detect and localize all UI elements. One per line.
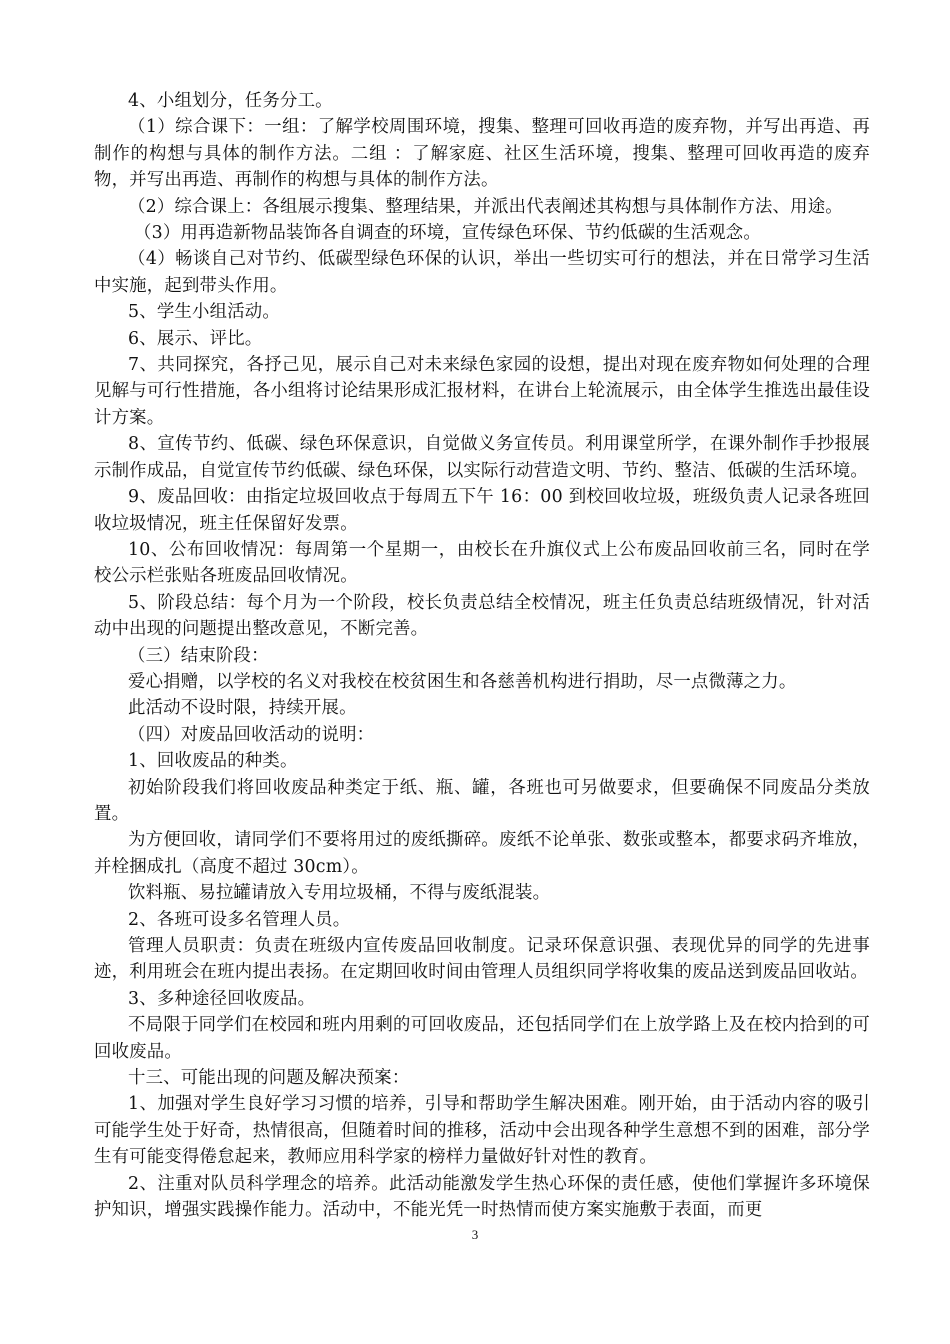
section-heading: （四）对废品回收活动的说明： bbox=[128, 724, 375, 745]
paragraph: 4、小组划分，任务分工。 bbox=[128, 91, 333, 111]
section-heading: （三）结束阶段： bbox=[128, 645, 269, 666]
page-number: 3 bbox=[471, 1227, 479, 1242]
document-body bbox=[94, 88, 870, 1223]
paragraph: 1、加强对学生良好学习习惯的培养，引导和帮助学生解决困难。刚开始，由于活动内容的吸引可能学生处于好奇，热情很高，但随着时间的推移，活动中会出现各种学生意想不到的困难，部分学生有可能变得倦怠起来，教师应用科学家的榜样力量做好针对性的教育。 bbox=[94, 1094, 870, 1168]
paragraph: 9、废品回收：由指定垃圾回收点于每周五下午 16：00 到校回收垃圾，班级负责人记录各班回收垃圾情况，班主任保留好发票。 bbox=[94, 487, 870, 534]
paragraph: 8、宣传节约、低碳、绿色环保意识，自觉做义务宣传员。利用课堂所学，在课外制作手抄报展示制作成品，自觉宣传节约低碳、绿色环保，以实际行动营造文明、节约、整洁、低碳的生活环境。 bbox=[94, 434, 870, 481]
paragraph: 不局限于同学们在校园和班内用剩的可回收废品，还包括同学们在上放学路上及在校内拾到的可回收废品。 bbox=[94, 1015, 870, 1062]
paragraph: 10、公布回收情况：每周第一个星期一，由校长在升旗仪式上公布废品回收前三名，同时在学校公示栏张贴各班废品回收情况。 bbox=[94, 539, 870, 587]
paragraph: 2、各班可设多名管理人员。 bbox=[128, 909, 351, 930]
paragraph: 7、共同探究，各抒己见，展示自己对未来绿色家园的设想，提出对现在废弃物如何处理的合理见解与可行性措施，各小组将讨论结果形成汇报材料，在讲台上轮流展示，由全体学生推选出最佳设计方案。 bbox=[94, 355, 870, 428]
paragraph: 爱心捐赠，以学校的名义对我校在校贫困生和各慈善机构进行捐助，尽一点微薄之力。 bbox=[128, 671, 797, 692]
paragraph: 2、注重对队员科学理念的培养。此活动能激发学生热心环保的责任感，使他们掌握许多环境保护知识，增强实践操作能力。活动中，不能光凭一时热情而使方案实施敷于表面，而更 bbox=[94, 1173, 870, 1221]
paragraph: （2）综合课上：各组展示搜集、整理结果，并派出代表阐述其构想与具体制作方法、用途。 bbox=[128, 196, 843, 217]
paragraph: 6、展示、评比。 bbox=[128, 328, 263, 349]
paragraph: 为方便回收，请同学们不要将用过的废纸撕碎。废纸不论单张、数张或整本，都要求码齐堆放，并栓捆成扎（高度不超过 30cm）。 bbox=[94, 830, 870, 877]
paragraph: 3、多种途径回收废品。 bbox=[128, 988, 316, 1009]
paragraph: 管理人员职责：负责在班级内宣传废品回收制度。记录环保意识强、表现优异的同学的先进事迹，利用班会在班内提出表扬。在定期回收时间由管理人员组织同学将收集的废品送到废品回收站。 bbox=[94, 936, 870, 983]
paragraph: 此活动不设时限，持续开展。 bbox=[128, 698, 357, 719]
paragraph: （1）综合课下：一组：了解学校周围环境，搜集、整理可回收再造的废弃物，并写出再造、再制作的构想与具体的制作方法。二组 ：了解家庭、社区生活环境，搜集、整理可回收再造的废弃物，并写出再造、再制作的构想与具体的制作方法。 bbox=[94, 117, 870, 191]
section-heading: 十三、可能出现的问题及解决预案： bbox=[128, 1068, 410, 1089]
paragraph: （4）畅谈自己对节约、低碳型绿色环保的认识，举出一些切实可行的想法，并在日常学习生活中实施，起到带头作用。 bbox=[94, 249, 870, 296]
paragraph: （3）用再造新物品装饰各自调查的环境，宣传绿色环保、节约低碳的生活观念。 bbox=[134, 223, 761, 244]
paragraph: 饮料瓶、易拉罐请放入专用垃圾桶，不得与废纸混装。 bbox=[128, 883, 551, 904]
paragraph: 5、阶段总结：每个月为一个阶段，校长负责总结全校情况，班主任负责总结班级情况，针对活动中出现的问题提出整改意见，不断完善。 bbox=[94, 592, 870, 640]
paragraph: 5、学生小组活动。 bbox=[128, 302, 280, 323]
paragraph: 初始阶段我们将回收废品种类定于纸、瓶、罐，各班也可另做要求，但要确保不同废品分类放置。 bbox=[94, 777, 870, 824]
paragraph: 1、回收废品的种类。 bbox=[128, 751, 298, 772]
